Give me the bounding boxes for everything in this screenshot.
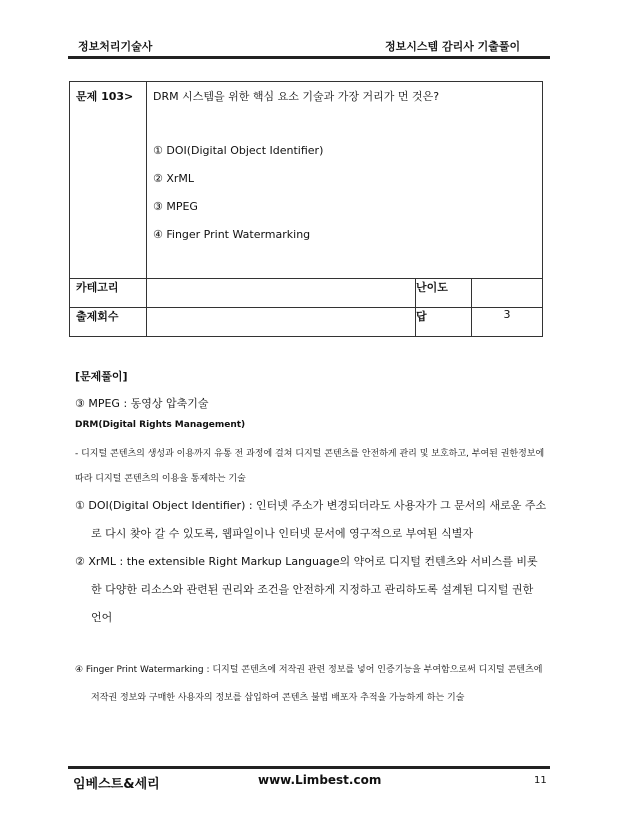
exam-count-value	[147, 308, 416, 337]
answer-value: 3	[472, 308, 543, 337]
drm-heading: DRM(Digital Rights Management)	[75, 420, 246, 430]
solution-title: [문제풀이]	[75, 370, 128, 383]
option-3: ③ MPEG	[153, 200, 198, 213]
option-1: ① DOI(Digital Object Identifier)	[153, 144, 324, 157]
header-left-title: 정보처리기술사	[78, 40, 153, 53]
question-table	[69, 81, 543, 337]
question-text: DRM 시스템을 위한 핵심 요소 기술과 가장 거리가 먼 것은?	[153, 90, 440, 103]
spacer	[75, 632, 547, 656]
header-right-title: 정보시스템 감리사 기출풀이	[385, 40, 521, 53]
question-options	[153, 144, 542, 256]
solution-answer: ③ MPEG : 동영상 압축기술	[75, 397, 209, 410]
answer-label: 답	[416, 308, 472, 337]
drm-description: - 디지털 콘텐츠의 생성과 이용까지 유통 전 과정에 걸쳐 디지털 콘텐츠를 안전하게 관리 및 보호하고, 부여된 권한정보에 따라 디지털 콘텐츠의 이용을 통제하는 기술	[75, 449, 545, 484]
question-number: 문제 103>	[70, 82, 147, 279]
footer-website: www.Limbest.com	[258, 773, 382, 787]
difficulty-value	[472, 279, 543, 308]
footer-brand: 임베스트&세리	[73, 777, 160, 792]
explanation-doi: ① DOI(Digital Object Identifier) : 인터넷 주소가 변경되더라도 사용자가 그 문서의 새로운 주소로 다시 찾아 갈 수 있도록, 웹파일이나 인터넷 문서에 영구적으로 부여된 식별자	[75, 499, 547, 540]
explanation-xrml: ② XrML : the extensible Right Markup Language의 약어로 디지털 컨텐츠와 서비스를 비롯한 다양한 리소스와 관련된 권리와 조건을 안전하게 지정하고 관리하도록 설계된 디지털 권한 언어	[75, 555, 538, 624]
category-value	[147, 279, 416, 308]
solution-section	[75, 368, 547, 712]
header-divider	[68, 56, 550, 59]
explanation-fingerprint: ④ Finger Print Watermarking : 디지털 콘텐츠에 저작권 관련 정보를 넣어 인증기능을 부여함으로써 디지털 콘텐츠에 저작권 정보와 구매한 사용자의 정보를 삽입하여 콘텐츠 불법 배포자 추적을 가능하게 하는 기술	[75, 665, 543, 703]
question-cell	[147, 82, 543, 279]
category-label: 카테고리	[70, 279, 147, 308]
option-4: ④ Finger Print Watermarking	[153, 228, 311, 241]
option-2: ② XrML	[153, 172, 195, 185]
footer-divider	[68, 766, 550, 769]
exam-count-label: 출제회수	[70, 308, 147, 337]
difficulty-label: 난이도	[416, 279, 472, 308]
page-number: 11	[534, 775, 547, 786]
